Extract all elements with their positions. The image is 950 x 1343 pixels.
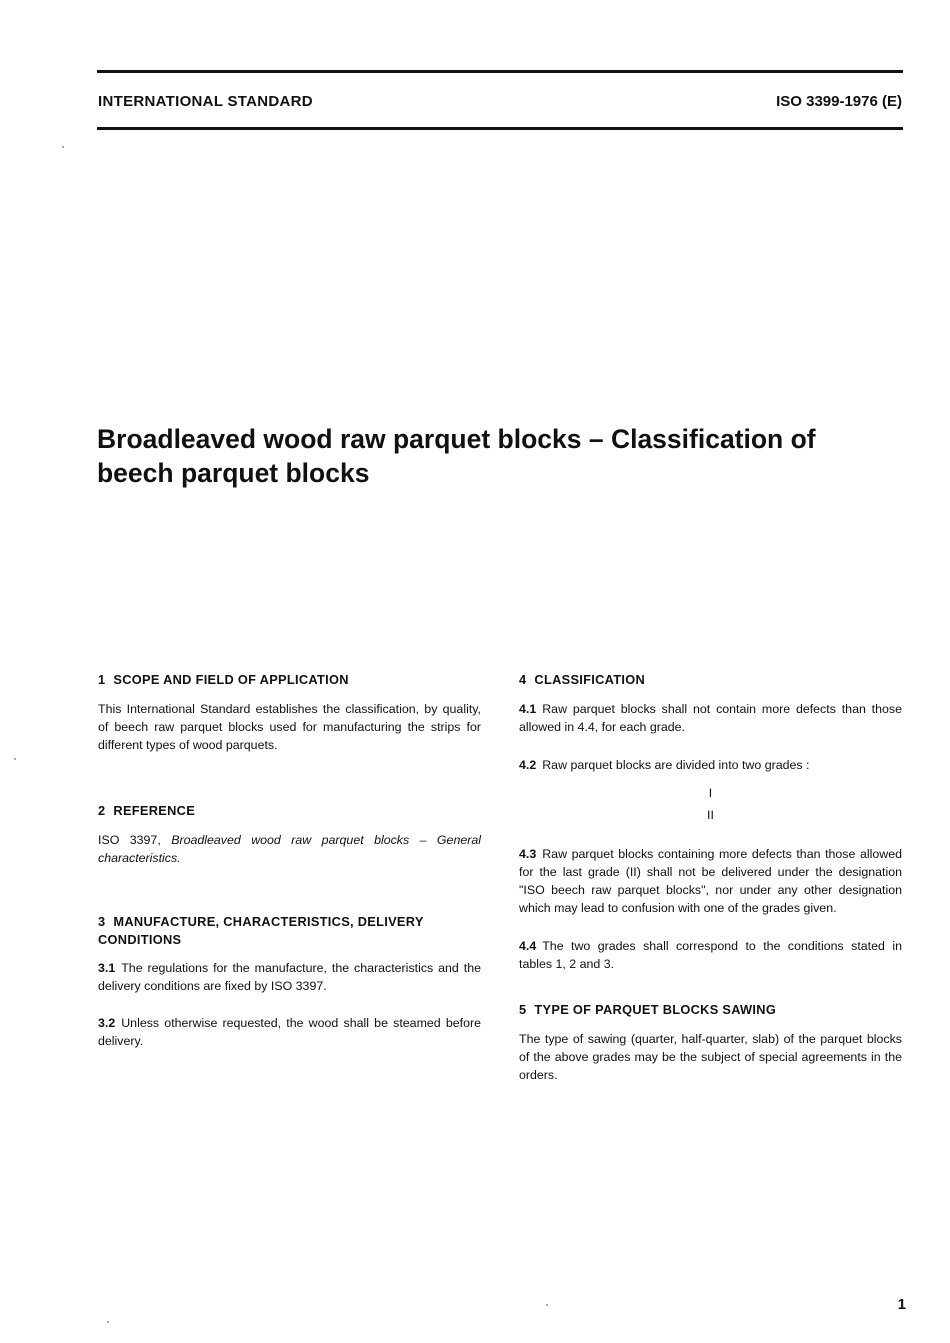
reference-title: Broadleaved wood raw parquet blocks – General characteristics. — [98, 833, 481, 865]
section-heading: 3 MANUFACTURE, CHARACTERISTICS, DELIVERY CONDITIONS — [98, 914, 424, 947]
section-reference — [98, 802, 481, 867]
scan-speck — [546, 1304, 548, 1306]
paragraph-4-3: 4.3 Raw parquet blocks containing more defects than those allowed for the last grade (II) shall not be delivered under the designation "ISO beech raw parquet blocks", nor under any other designation which may lead to confusion with one of the grades given. — [519, 847, 902, 915]
page-number: 1 — [897, 1296, 906, 1313]
section-manufacture — [98, 913, 481, 1050]
section-heading: 4 CLASSIFICATION — [519, 672, 646, 687]
document-type: INTERNATIONAL STANDARD — [98, 93, 313, 110]
grade-list — [519, 782, 902, 826]
grade-item: I — [708, 786, 713, 800]
section-heading: 5 TYPE OF PARQUET BLOCKS SAWING — [519, 1002, 777, 1017]
paragraph-3-2: 3.2 Unless otherwise requested, the wood shall be steamed before delivery. — [98, 1016, 481, 1048]
document-number: ISO 3399-1976 (E) — [776, 93, 902, 110]
section-text: This International Standard establishes the classification, by quality, of beech raw parquet blocks used for manufacturing the strips for different types of wood parquets. — [98, 702, 481, 752]
paragraph-3-1: 3.1 The regulations for the manufacture, the characteristics and the delivery conditions are fixed by ISO 3397. — [98, 961, 481, 993]
grade-item: II — [707, 808, 714, 822]
section-classification — [519, 671, 902, 973]
document-title: Broadleaved wood raw parquet blocks – Classification of beech parquet blocks — [97, 424, 816, 488]
section-text: The type of sawing (quarter, half-quarter, slab) of the parquet blocks of the above grades may be the subject of special agreements in the orders. — [519, 1032, 902, 1082]
section-scope — [98, 671, 481, 754]
reference-text: ISO 3397, Broadleaved wood raw parquet blocks – General characteristics. — [98, 833, 481, 865]
header-bottom-rule — [97, 127, 903, 130]
paragraph-4-1: 4.1 Raw parquet blocks shall not contain more defects than those allowed in 4.4, for each grade. — [519, 702, 902, 734]
section-heading: 1 SCOPE AND FIELD OF APPLICATION — [98, 672, 349, 687]
header-top-rule — [97, 70, 903, 73]
left-column — [98, 671, 481, 1050]
scan-speck — [107, 1321, 109, 1323]
paragraph-4-2: 4.2 Raw parquet blocks are divided into two grades : — [519, 758, 810, 772]
right-column — [519, 671, 902, 1084]
scan-speck — [14, 758, 16, 760]
paragraph-4-4: 4.4 The two grades shall correspond to the conditions stated in tables 1, 2 and 3. — [519, 939, 902, 971]
section-sawing-type — [519, 1001, 902, 1084]
section-heading: 2 REFERENCE — [98, 803, 196, 818]
scan-speck — [62, 146, 64, 148]
